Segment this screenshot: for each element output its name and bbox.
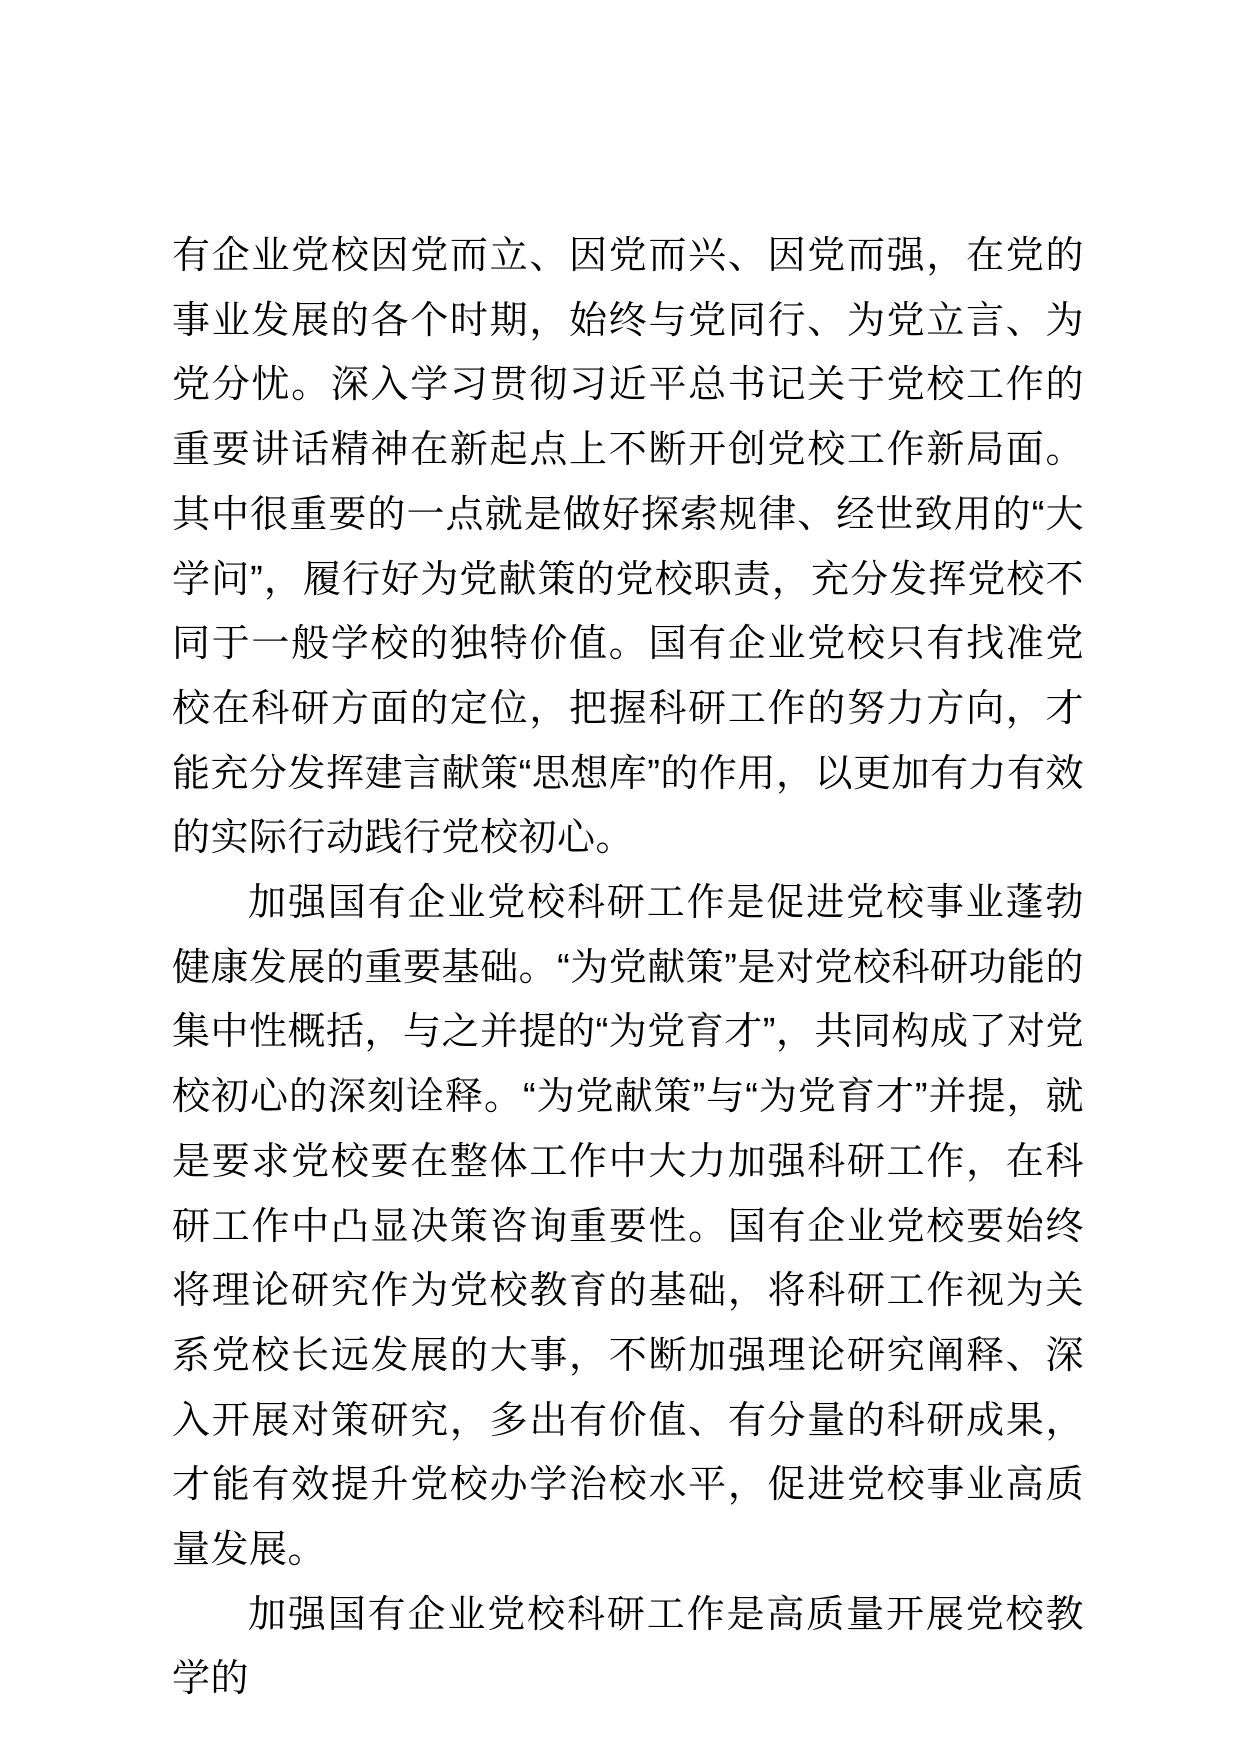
paragraph: 加强国有企业党校科研工作是高质量开展党校教学的 bbox=[172, 1593, 1084, 1701]
paragraph: 有企业党校因党而立、因党而兴、因党而强，在党的事业发展的各个时期，始终与党同行、为党立言、为党分忧。深入学习贯彻习近平总书记关于党校工作的重要讲话精神在新起点上不断开创党校工作新局面。其中很重要的一点就是做好探索规律、经世致用的“大学问”，履行好为党献策的党校职责，充分发挥党校不同于一般学校的独特价值。国有企业党校只有找准党校在科研方面的定位，把握科研工作的努力方向，才能充分发挥建言献策“思想库”的作用，以更加有力有效的实际行动践行党校初心。 bbox=[172, 235, 1084, 860]
paragraph: 加强国有企业党校科研工作是促进党校事业蓬勃健康发展的重要基础。“为党献策”是对党校科研功能的集中性概括，与之并提的“为党育才”，共同构成了对党校初心的深刻诠释。“为党献策”与“为党育才”并提，就是要求党校要在整体工作中大力加强科研工作，在科研工作中凸显决策咨询重要性。国有企业党校要始终将理论研究作为党校教育的基础，将科研工作视为关系党校长远发展的大事，不断加强理论研究阐释、深入开展对策研究，多出有价值、有分量的科研成果，才能有效提升党校办学治校水平，促进党校事业高质量发展。 bbox=[172, 882, 1084, 1572]
document-text-block bbox=[172, 224, 1084, 1712]
